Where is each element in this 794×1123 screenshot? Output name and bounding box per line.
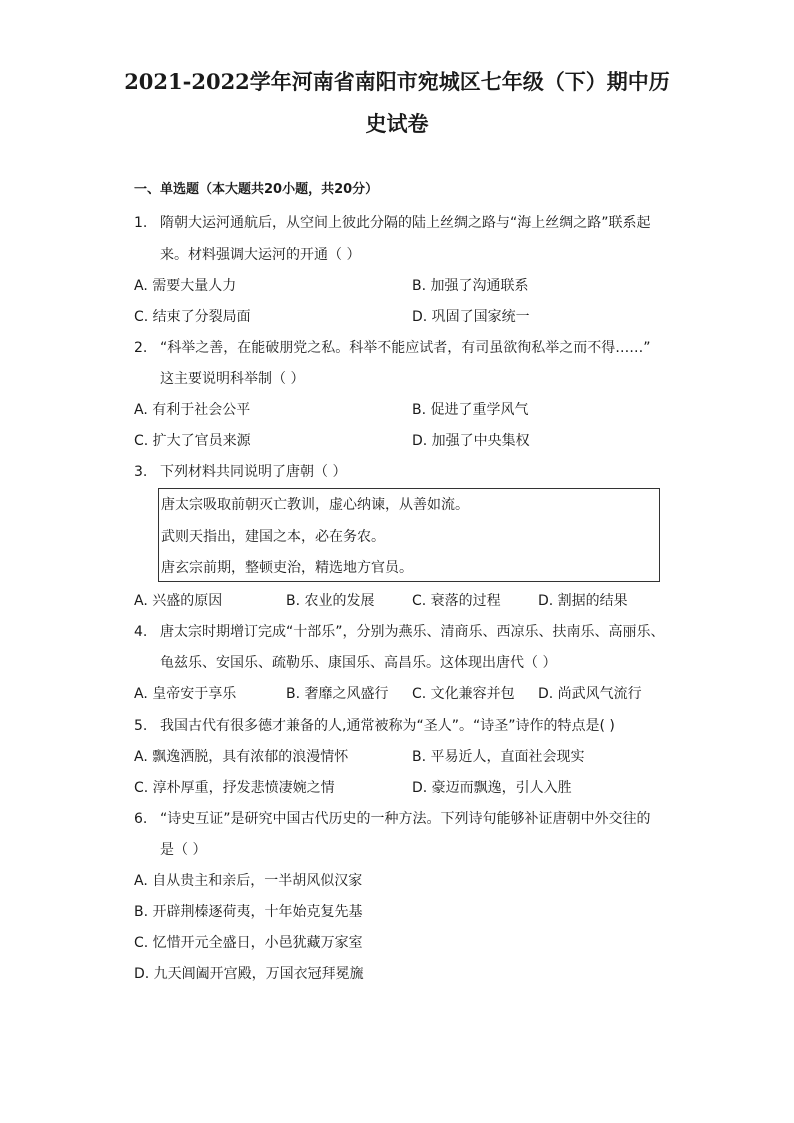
- q2-option-b: B. 促进了重学风气: [412, 402, 529, 418]
- q1-option-b: B. 加强了沟通联系: [412, 278, 529, 294]
- q1-option-c: C. 结束了分裂局面: [134, 309, 251, 325]
- exam-title-line2: 史试卷: [365, 111, 429, 136]
- q1-option-d: D. 巩固了国家统一: [412, 309, 530, 325]
- q4-option-c: C. 文化兼容并包: [412, 686, 515, 702]
- q2-option-a: A. 有利于社会公平: [134, 402, 251, 418]
- q4-stem-line1: 唐太宗时期增订完成“十部乐”，分别为燕乐、清商乐、西凉乐、扶南乐、高丽乐、: [160, 624, 665, 640]
- q5-option-b: B. 平易近人，直面社会现实: [412, 749, 585, 765]
- q3-option-b: B. 农业的发展: [286, 593, 375, 609]
- q2-stem-line2: 这主要说明科举制（ ）: [160, 371, 305, 387]
- q6-stem-line1: “诗史互证”是研究中国古代历史的一种方法。下列诗句能够补证唐朝中外交往的: [160, 811, 651, 827]
- q1-option-a: A. 需要大量人力: [134, 278, 237, 294]
- q5-stem-line1: 我国古代有很多德才兼备的人,通常被称为“圣人”。“诗圣”诗作的特点是( ): [160, 718, 615, 734]
- exam-title-line1: 2021-2022学年河南省南阳市宛城区七年级（下）期中历: [124, 69, 670, 94]
- q4-stem-line2: 龟兹乐、安国乐、疏勒乐、康国乐、高昌乐。这体现出唐代（ ）: [160, 655, 557, 671]
- q1-stem-line1: 隋朝大运河通航后，从空间上彼此分隔的陆上丝绸之路与“海上丝绸之路”联系起: [160, 215, 651, 231]
- q2-number: 2.: [134, 340, 148, 356]
- q3-stem-line1: 下列材料共同说明了唐朝（ ）: [160, 464, 347, 480]
- q6-option-c: C. 忆惜开元全盛日，小邑犹藏万家室: [134, 935, 363, 951]
- q6-number: 6.: [134, 811, 148, 827]
- q4-option-d: D. 尚武风气流行: [538, 686, 642, 702]
- q6-option-a: A. 自从贵主和亲后，一半胡风似汉家: [134, 873, 363, 889]
- q4-number: 4.: [134, 624, 148, 640]
- q1-stem-line2: 来。材料强调大运河的开通（ ）: [160, 247, 361, 263]
- q4-option-a: A. 皇帝安于享乐: [134, 686, 237, 702]
- q5-option-d: D. 豪迈而飘逸，引人入胜: [412, 780, 572, 796]
- q3-option-d: D. 割据的结果: [538, 593, 628, 609]
- q2-option-c: C. 扩大了官员来源: [134, 433, 251, 449]
- q5-number: 5.: [134, 718, 148, 734]
- q5-option-a: A. 飘逸洒脱，具有浓郁的浪漫情怀: [134, 749, 349, 765]
- q2-stem-line1: “科举之善，在能破朋党之私。科举不能应试者，有司虽欲徇私举之而不得……”: [160, 340, 651, 356]
- q3-material-line1: 唐太宗吸取前朝灭亡教训，虚心纳谏，从善如流。: [161, 497, 469, 513]
- q3-material-line3: 唐玄宗前期，整顿吏治，精选地方官员。: [161, 560, 413, 576]
- q2-option-d: D. 加强了中央集权: [412, 433, 530, 449]
- section-title: 一、单选题（本大题共20小题，共20分）: [134, 182, 379, 197]
- q3-number: 3.: [134, 464, 148, 480]
- q3-option-c: C. 衰落的过程: [412, 593, 501, 609]
- q1-number: 1.: [134, 215, 148, 231]
- q6-option-d: D. 九天阊阖开宫殿，万国衣冠拜冕旒: [134, 966, 364, 982]
- q5-option-c: C. 淳朴厚重，抒发悲愤凄婉之情: [134, 780, 335, 796]
- q3-option-a: A. 兴盛的原因: [134, 593, 223, 609]
- q4-option-b: B. 奢靡之风盛行: [286, 686, 389, 702]
- q6-stem-line2: 是（ ）: [160, 842, 207, 858]
- q6-option-b: B. 开辟荆榛逐荷夷，十年始克复先基: [134, 904, 363, 920]
- q3-material-line2: 武则天指出，建国之本，必在务农。: [161, 529, 385, 545]
